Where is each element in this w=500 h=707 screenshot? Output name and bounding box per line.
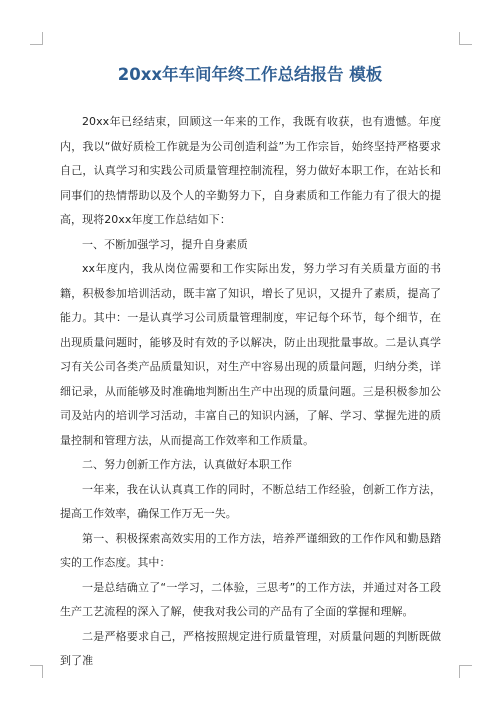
paragraph-summary: 一年来，我在认认真真工作的同时，不断总结工作经验，创新工作方法，提高工作效率，确保工作万无一失。 — [60, 482, 441, 520]
crop-mark-bottom-left — [30, 665, 43, 678]
paragraph-study: xx年度内，我从岗位需要和工作实际出发，努力学习有关质量方面的书籍，积极参加培训活动，既丰富了知识，增长了见识，又提升了素质，提高了能力。其中：一是认真学习公司质量管理制度，牢记每个环节，每个细节，在出现质量问题时，能够及时有效的予以解决，防止出现批量事故。二是认真学习有关公司各类产品质量知识，对生产中容易出现的质量问题，归纳分类，详细记录，从而能够及时准确地判断出生产中出现的质量问题。三是积极参加公司及站内的培训学习活动，丰富自己的知识内涵，了解、学习、掌握先进的质量控制和管理方法，从而提高工作效率和工作质量。 — [60, 262, 441, 447]
section-heading-1: 一、不断加强学习，提升自身素质 — [82, 237, 248, 251]
paragraph-first: 第一、积极探索高效实用的工作方法，培养严谨细致的工作作风和勤恳踏实的工作态度。其中： — [60, 531, 441, 569]
document-body — [60, 110, 441, 674]
paragraph-point-two: 二是严格要求自己，严格按照规定进行质量管理，对质量问题的判断既做到了准 — [60, 629, 441, 667]
document-title: 20xx年车间年终工作总结报告 模板 — [117, 65, 383, 84]
crop-mark-top-right — [459, 32, 472, 45]
paragraph-point-one: 一是总结确立了“一学习，二体验，三思考”的工作方法，并通过对各工段生产工艺流程的深入了解，使我对我公司的产品有了全面的掌握和理解。 — [60, 580, 441, 618]
crop-mark-top-left — [30, 32, 43, 45]
section-heading-2: 二、努力创新工作方法，认真做好本职工作 — [82, 458, 292, 471]
paragraph-intro: 20xx年已经结束，回顾这一年来的工作，我既有收获，也有遗憾。年度内，我以“做好质检工作就是为公司创造利益”为工作宗旨，始终坚持严格要求自己，认真学习和实践公司质量管理控制流程，努力做好本职工作，在站长和同事们的热情帮助以及个人的辛勤努力下，自身素质和工作能力有了很大的提高，现将20xx年度工作总结如下： — [60, 115, 441, 226]
crop-mark-bottom-right — [459, 665, 472, 678]
